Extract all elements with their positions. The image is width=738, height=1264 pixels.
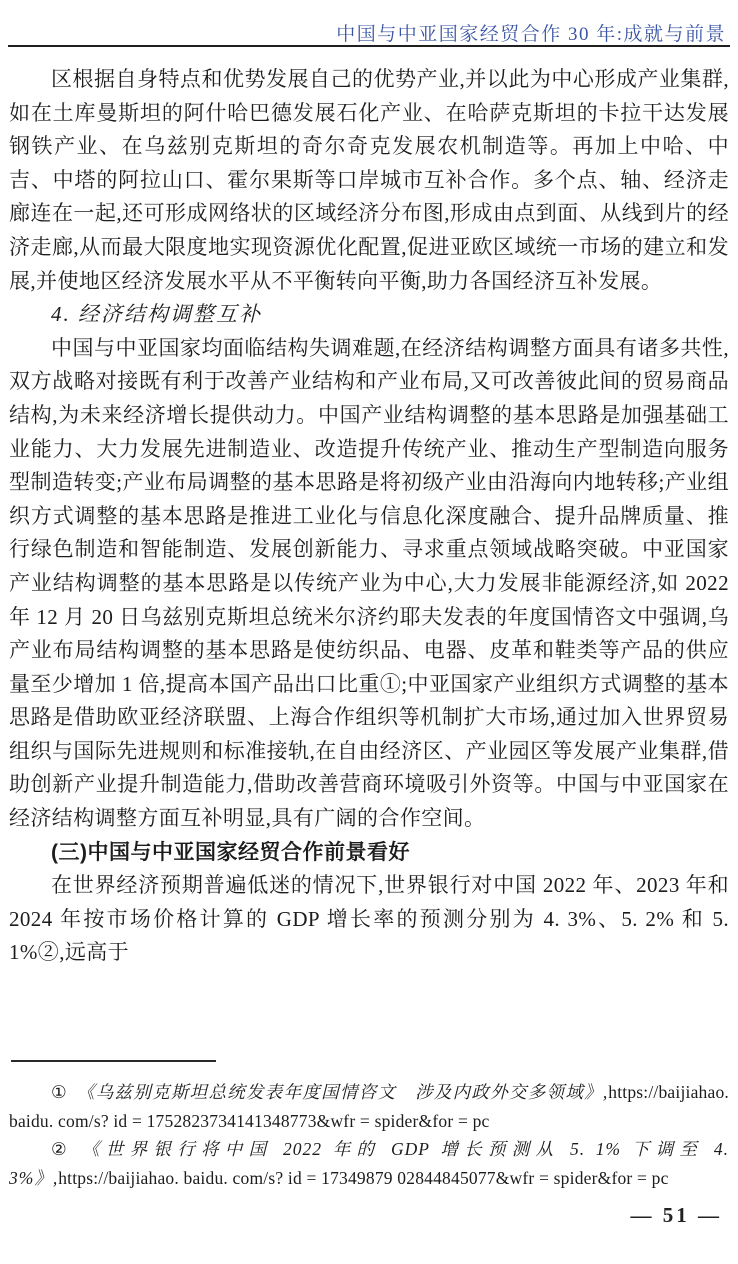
footnote-separator-rule (11, 1060, 216, 1062)
header-rule (8, 45, 730, 47)
footnote-2-url: https://baijiahao. baidu. com/s? id = 17349879 02844845077&wfr = spider&for = pc (58, 1167, 669, 1188)
footnote-1-marker: ① (51, 1082, 67, 1102)
subsection-heading-4: 4. 经济结构调整互补 (51, 302, 262, 327)
footnote-2-marker: ② (51, 1139, 72, 1159)
footnote-1-title: 《乌兹别克斯坦总统发表年度国情咨文 涉及内政外交多领域》, (76, 1082, 609, 1102)
footnote-2 (9, 1135, 729, 1192)
running-head: 中国与中亚国家经贸合作 30 年:成就与前景 (336, 24, 726, 45)
paragraph-gdp-forecast: 在世界经济预期普遍低迷的情况下,世界银行对中国 2022 年、2023 年和 2024 年按市场价格计算的 GDP 增长率的预测分别为 4. 3%、5. 2% 和 5. 1%②,远高于 (9, 873, 729, 965)
section-heading-3: (三)中国与中亚国家经贸合作前景看好 (51, 840, 410, 864)
footnote-area (9, 1060, 729, 1192)
paragraph-structural-adjustment: 中国与中亚国家均面临结构失调难题,在经济结构调整方面具有诸多共性,双方战略对接既有利于改善产业结构和产业布局,又可改善彼此间的贸易商品结构,为未来经济增长提供动力。中国产业结构调整的基本思路是加强基础工业能力、大力发展先进制造业、改造提升传统产业、推动生产型制造向服务型制造转变;产业布局调整的基本思路是将初级产业由沿海向内地转移;产业组织方式调整的基本思路是推进工业化与信息化深度融合、提升品牌质量、推行绿色制造和智能制造、发展创新能力、寻求重点领域战略突破。中亚国家产业结构调整的基本思路是以传统产业为中心,大力发展非能源经济,如 2022 年 12 月 20 日乌兹别克斯坦总统米尔济约耶夫发表的年度国情咨文中强调,乌产业布局结构调整的基本思路是使纺织品、电器、皮革和鞋类等产品的供应量至少增加 1 倍,提高本国产品出口比重①;中亚国家产业组织方式调整的基本思路是借助欧亚经济联盟、上海合作组织等机制扩大市场,通过加入世界贸易组织与国际先进规则和标准接轨,在自由经济区、产业园区等发展产业集群,借助创新产业提升制造能力,借助改善营商环境吸引外资等。中国与中亚国家在经济结构调整方面互补明显,具有广阔的合作空间。 (9, 335, 729, 831)
footnote-1 (9, 1078, 729, 1135)
page-number: — 51 — (630, 1203, 722, 1227)
paragraph-industry-clusters: 区根据自身特点和优势发展自己的优势产业,并以此为中心形成产业集群,如在土库曼斯坦的阿什哈巴德发展石化产业、在哈萨克斯坦的卡拉干达发展钢铁产业、在乌兹别克斯坦的奇尔奇克发展农机制造等。再加上中哈、中吉、中塔的阿拉山口、霍尔果斯等口岸城市互补合作。多个点、轴、经济走廊连在一起,还可形成网络状的区域经济分布图,形成由点到面、从线到片的经济走廊,从而最大限度地实现资源优化配置,促进亚欧区域统一市场的建立和发展,并使地区经济发展水平从不平衡转向平衡,助力各国经济互补发展。 (9, 67, 729, 293)
body-text-block (9, 63, 729, 1058)
footnote-2-title: 《世界银行将中国 2022 年的 GDP 增长预测从 5. 1% 下调至 4. 3%》, (9, 1139, 729, 1188)
footnote-1-url: https://baijiahao. baidu. com/s? id = 1752823734141348773&wfr = spider&for = pc (9, 1082, 729, 1131)
